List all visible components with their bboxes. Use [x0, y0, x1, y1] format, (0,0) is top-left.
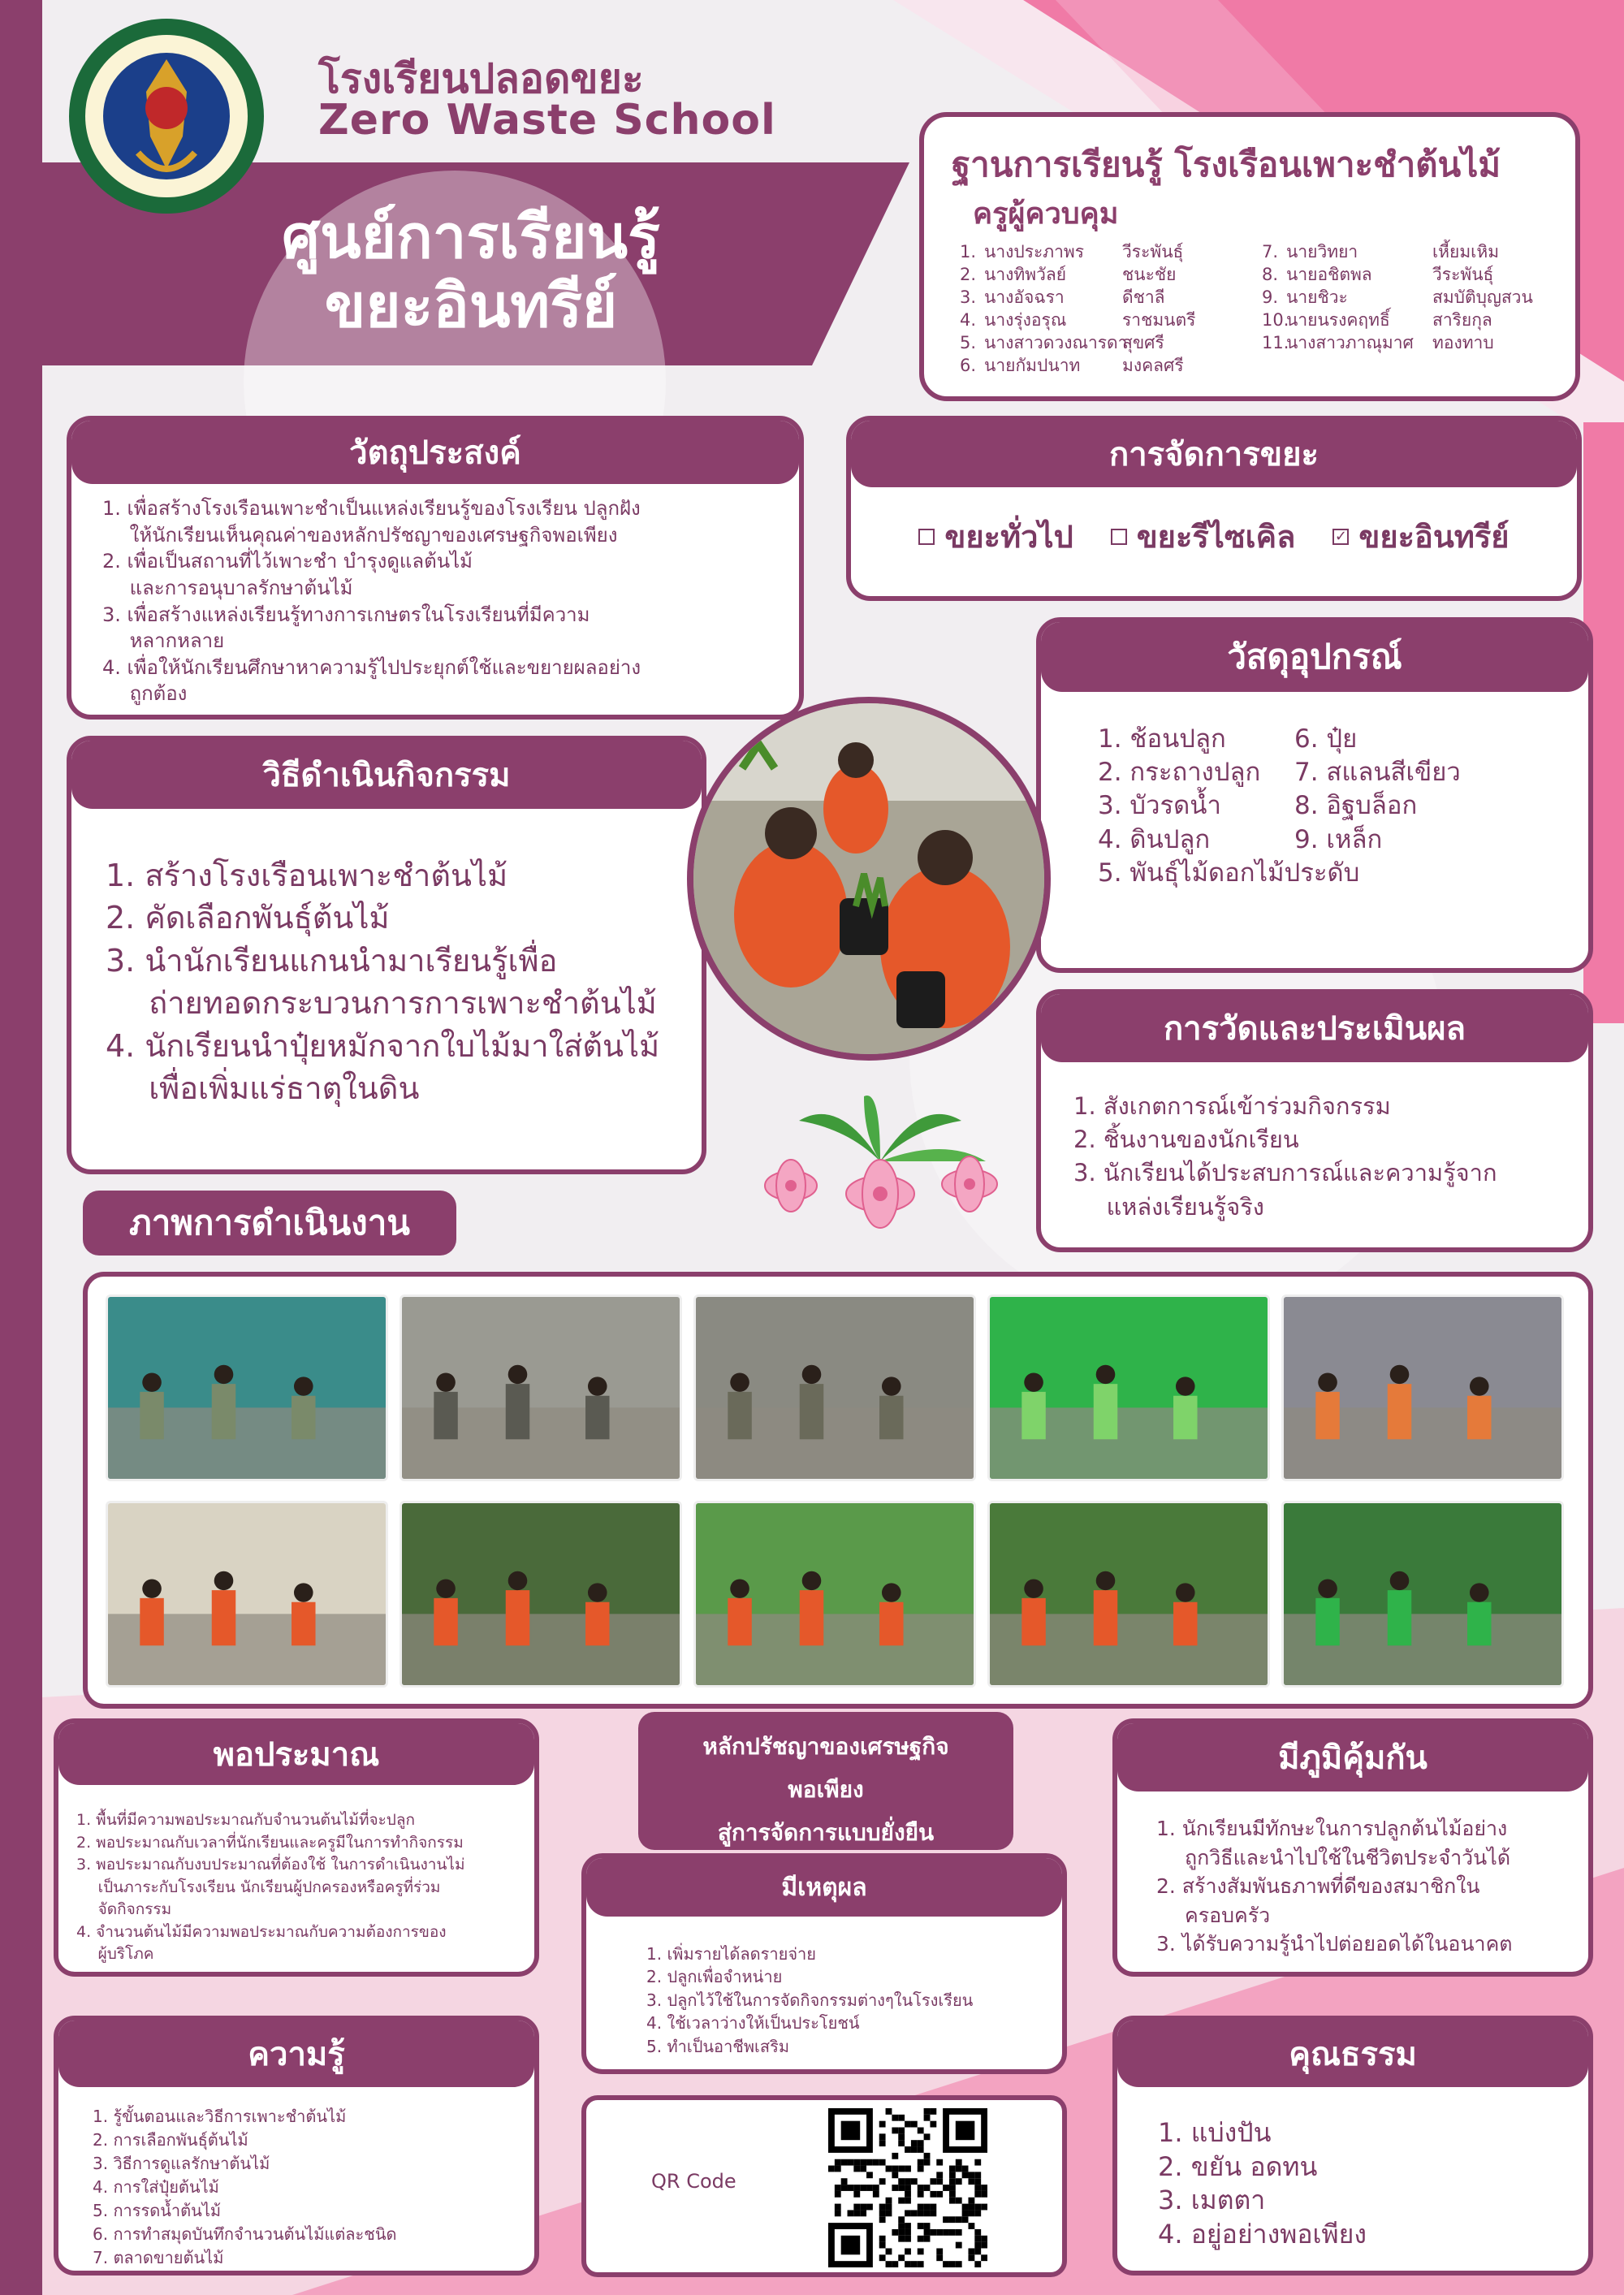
teacher-last-name: สมบัติบุญสวน — [1432, 287, 1533, 307]
knowledge-list — [93, 2105, 397, 2270]
teacher-number: 3. — [960, 287, 977, 307]
immunity-item: ครอบครัว — [1185, 1903, 1271, 1927]
philosophy-line3: สู่การจัดการแบบยั่งยืน — [717, 1819, 935, 1847]
station-title: ฐานการเรียนรู้ โรงเรือนเพาะชำต้นไม้ — [952, 145, 1501, 184]
teacher-first-name: นางทิพวัลย์ — [984, 265, 1067, 284]
teacher-last-name: ชนะชัย — [1122, 265, 1177, 284]
objective-item: หลากหลาย — [129, 629, 225, 653]
moderation-item: 1. พื้นที่มีความพอประมาณกับจำนวนต้นไม้ที่จะปลูก — [76, 1811, 416, 1829]
procedure-step: 4. นักเรียนนำปุ๋ยหมักจากใบไม้มาใส่ต้นไม้ — [106, 1027, 660, 1064]
reason-item: 1. เพิ่มรายได้ลดรายจ่าย — [646, 1944, 816, 1964]
procedure-step: 2. คัดเลือกพันธุ์ต้นไม้ — [106, 900, 390, 936]
teacher-first-name: นางสาวภาณุมาศ — [1286, 333, 1414, 352]
philosophy-line1: หลักปรัชญาของเศรษฐกิจ — [702, 1733, 949, 1760]
procedure-step: ถ่ายทอดกระบวนการการเพาะชำต้นไม้ — [149, 985, 657, 1022]
virtue-card — [1112, 2016, 1593, 2276]
teacher-first-name: นางสาวดวงณารดา — [984, 333, 1128, 352]
teacher-first-name: นางรุ่งอรุณ — [984, 310, 1067, 330]
waste-option-label: ขยะอินทรีย์ — [1358, 519, 1510, 555]
teacher-number: 2. — [960, 265, 977, 284]
waste-option-label: ขยะทั่วไป — [944, 519, 1073, 555]
material-item: 2. กระถางปลูก — [1098, 758, 1261, 788]
school-logo — [65, 15, 268, 218]
material-item: 9. เหล็ก — [1294, 824, 1383, 854]
gallery-photo — [400, 1501, 682, 1688]
moderation-list — [76, 1809, 465, 1966]
teacher-last-name: สุขศรี — [1122, 333, 1164, 352]
reason-item: 5. ทำเป็นอาชีพเสริม — [646, 2036, 790, 2056]
immunity-item: 1. นักเรียนมีทักษะในการปลูกต้นไม้อย่าง — [1156, 1817, 1508, 1840]
evaluation-item: 3. นักเรียนได้ประสบการณ์และความรู้จาก — [1073, 1159, 1497, 1187]
moderation-item: จัดกิจกรรม — [97, 1900, 172, 1919]
teacher-list — [960, 239, 1561, 385]
teacher-number: 1. — [960, 242, 977, 261]
reasonable-title: มีเหตุผล — [586, 1858, 1062, 1917]
virtue-list — [1158, 2116, 1367, 2251]
material-item: 5. พันธุ์ไม้ดอกไม้ประดับ — [1098, 858, 1360, 888]
teacher-number: 4. — [960, 310, 977, 330]
waste-option-label: ขยะรีไซเคิล — [1136, 519, 1296, 555]
teacher-first-name: นางประภาพร — [984, 242, 1085, 261]
teacher-number: 10. — [1262, 310, 1289, 330]
waste-option — [1332, 512, 1509, 561]
empty-box-icon — [918, 529, 935, 545]
teacher-last-name: ราชมนตรี — [1122, 310, 1196, 330]
gallery-photo — [106, 1294, 388, 1481]
moderation-title: พอประมาณ — [58, 1723, 534, 1785]
empty-box-icon — [1111, 529, 1127, 545]
school-name-th: โรงเรียนปลอดขยะ — [318, 55, 644, 102]
knowledge-item: 3. วิธีการดูแลรักษาต้นไม้ — [93, 2154, 270, 2173]
evaluation-item: แหล่งเรียนรู้จริง — [1106, 1192, 1264, 1221]
gallery-photo — [987, 1294, 1270, 1481]
teacher-number: 6. — [960, 356, 977, 375]
objectives-card — [67, 416, 804, 720]
objectives-title: วัตถุประสงค์ — [71, 421, 799, 484]
teacher-last-name: สาริยกุล — [1432, 310, 1492, 330]
materials-card — [1036, 617, 1593, 973]
reasonable-card — [581, 1853, 1067, 2074]
knowledge-item: 2. การเลือกพันธุ์ต้นไม้ — [93, 2130, 248, 2150]
material-item: 6. ปุ๋ย — [1294, 724, 1358, 754]
knowledge-item: 7. ตลาดขายต้นไม้ — [93, 2248, 224, 2267]
material-item: 8. อิฐบล็อก — [1294, 791, 1418, 821]
moderation-item: เป็นภาระกับโรงเรียน นักเรียนผู้ปกครองหรือครูที่ร่วม — [97, 1878, 441, 1896]
teacher-number: 9. — [1262, 287, 1279, 307]
knowledge-item: 1. รู้ขั้นตอนและวิธีการเพาะชำต้นไม้ — [93, 2107, 347, 2126]
virtue-title: คุณธรรม — [1117, 2021, 1588, 2087]
objectives-list — [102, 495, 641, 707]
teacher-number: 8. — [1262, 265, 1279, 284]
reason-item: 4. ใช้เวลาว่างให้เป็นประโยชน์ — [646, 2013, 860, 2034]
teacher-item — [960, 352, 1184, 379]
gallery-photo — [987, 1501, 1270, 1688]
material-item: 1. ช้อนปลูก — [1098, 724, 1226, 754]
procedure-step: เพื่อเพิ่มแร่ธาตุในดิน — [149, 1070, 420, 1107]
knowledge-item: 4. การใส่ปุ๋ยต้นไม้ — [93, 2177, 219, 2197]
gallery-photo — [106, 1501, 388, 1688]
qr-card — [581, 2095, 1067, 2277]
checked-box-icon: ✓ — [1332, 529, 1349, 545]
gallery-photo — [1281, 1501, 1564, 1688]
moderation-item: ผู้บริโภค — [97, 1945, 154, 1964]
evaluation-list — [1073, 1090, 1497, 1224]
virtue-item: 4. อยู่อย่างพอเพียง — [1158, 2218, 1367, 2250]
objective-item: 3. เพื่อสร้างแหล่งเรียนรู้ทางการเกษตรในโรงเรียนที่มีความ — [102, 603, 590, 626]
station-subtitle: ครูผู้ควบคุม — [973, 197, 1119, 231]
moderation-card — [54, 1718, 539, 1977]
materials-col2 — [1294, 723, 1461, 857]
objective-item: ให้นักเรียนเห็นคุณค่าของหลักปรัชญาของเศรษฐกิจพอเพียง — [129, 523, 618, 547]
center-title — [162, 203, 780, 341]
center-title-line2: ขยะอินทรีย์ — [324, 271, 618, 342]
teacher-first-name: นางอัจฉรา — [984, 287, 1065, 307]
gallery-title: ภาพการดำเนินงาน — [83, 1191, 456, 1256]
teacher-last-name: เหี้ยมเหิม — [1432, 242, 1500, 261]
waste-options — [851, 512, 1577, 561]
waste-option — [918, 512, 1073, 561]
objective-item: 1. เพื่อสร้างโรงเรือนเพาะชำเป็นแหล่งเรียนรู้ของโรงเรียน ปลูกฝัง — [102, 497, 641, 520]
procedure-card — [67, 736, 706, 1174]
teacher-last-name: วีระพันธุ์ — [1432, 265, 1494, 284]
gallery-grid — [106, 1294, 1570, 1692]
qr-code-image[interactable] — [828, 2108, 987, 2267]
gallery-photo — [693, 1501, 976, 1688]
objective-item: และการอนุบาลรักษาต้นไม้ — [129, 576, 353, 599]
reasonable-list — [646, 1943, 973, 2058]
objective-item: 2. เพื่อเป็นสถานที่ไว้เพาะชำ บำรุงดูแลต้นไม้ — [102, 550, 473, 573]
objective-item: 4. เพื่อให้นักเรียนศึกษาหาความรู้ไปประยุกต์ใช้และขยายผลอย่าง — [102, 655, 641, 679]
virtue-item: 1. แบ่งปัน — [1158, 2117, 1272, 2148]
evaluation-card — [1036, 989, 1593, 1252]
virtue-item: 3. เมตตา — [1158, 2185, 1266, 2216]
moderation-item: 2. พอประมาณกับเวลาที่นักเรียนและครูมีในการทำกิจกรรม — [76, 1833, 464, 1852]
teacher-last-name: มงคลศรี — [1122, 356, 1184, 375]
knowledge-card — [54, 2016, 539, 2276]
procedure-step: 1. สร้างโรงเรือนเพาะชำต้นไม้ — [106, 858, 508, 893]
immunity-card — [1112, 1718, 1593, 1977]
gallery-photo — [400, 1294, 682, 1481]
philosophy-box — [638, 1712, 1013, 1850]
immunity-item: 3. ได้รับความรู้นำไปต่อยอดได้ในอนาคต — [1156, 1932, 1513, 1956]
teacher-first-name: นายวิทยา — [1286, 242, 1358, 261]
teacher-first-name: นายนรงคฤทธิ์ — [1286, 310, 1390, 330]
activity-circle-photo — [687, 697, 1051, 1061]
teacher-last-name: ทองทาบ — [1432, 333, 1494, 352]
material-item: 7. สแลนสีเขียว — [1294, 758, 1461, 788]
evaluation-item: 2. ชิ้นงานของนักเรียน — [1073, 1126, 1299, 1154]
philosophy-line2: พอเพียง — [788, 1776, 864, 1804]
teacher-last-name: วีระพันธุ์ — [1122, 242, 1184, 261]
gallery-photo — [1281, 1294, 1564, 1481]
teacher-number: 5. — [960, 333, 977, 352]
knowledge-item: 5. การรดน้ำต้นไม้ — [93, 2201, 222, 2220]
material-item: 3. บัวรดน้ำ — [1098, 791, 1221, 821]
moderation-item: 4. จำนวนต้นไม้มีความพอประมาณกับความต้องการของ — [76, 1922, 447, 1941]
reason-item: 2. ปลูกเพื่อจำหน่าย — [646, 1967, 783, 1987]
knowledge-item: 6. การทำสมุดบันทึกจำนวนต้นไม้แต่ละชนิด — [93, 2224, 397, 2244]
virtue-item: 2. ขยัน อดทน — [1158, 2150, 1318, 2182]
waste-option — [1111, 512, 1296, 561]
waste-title: การจัดการขยะ — [851, 421, 1577, 487]
immunity-item: ถูกวิธีและนำไปใช้ในชีวิตประจำวันได้ — [1185, 1845, 1511, 1869]
procedure-step: 3. นำนักเรียนแกนนำมาเรียนรู้เพื่อ — [106, 942, 558, 979]
waste-card — [846, 416, 1582, 601]
materials-title: วัสดุอุปกรณ์ — [1041, 622, 1588, 692]
teacher-number: 7. — [1262, 242, 1279, 261]
procedure-title: วิธีดำเนินกิจกรรม — [71, 741, 702, 809]
procedure-list — [106, 854, 659, 1110]
objective-item: ถูกต้อง — [129, 682, 188, 706]
flower-decoration — [742, 1088, 1018, 1233]
immunity-item: 2. สร้างสัมพันธภาพที่ดีของสมาชิกใน — [1156, 1874, 1480, 1898]
station-card — [919, 112, 1580, 401]
teacher-first-name: นายชิวะ — [1286, 287, 1348, 307]
teacher-last-name: ดีชาลี — [1122, 287, 1165, 307]
evaluation-title: การวัดและประเมินผล — [1041, 994, 1588, 1062]
teacher-item — [1262, 330, 1494, 357]
teacher-number: 11. — [1262, 333, 1289, 352]
reason-item: 3. ปลูกไว้ใช้ในการจัดกิจกรรมต่างๆในโรงเรียน — [646, 1990, 974, 2010]
gallery-card — [83, 1272, 1593, 1709]
material-item: 4. ดินปลูก — [1098, 824, 1211, 854]
school-name-en: Zero Waste School — [318, 96, 776, 145]
immunity-list — [1156, 1814, 1513, 1959]
center-title-line1: ศูนย์การเรียนรู้ — [282, 202, 660, 272]
knowledge-title: ความรู้ — [58, 2021, 534, 2087]
qr-label: QR Code — [651, 2170, 736, 2193]
moderation-item: 3. พอประมาณกับงบประมาณที่ต้องใช้ ในการดำเนินงานไม่ — [76, 1856, 465, 1874]
teacher-first-name: นายกัมปนาท — [984, 356, 1081, 375]
immunity-title: มีภูมิคุ้มกัน — [1117, 1723, 1588, 1791]
gallery-photo — [693, 1294, 976, 1481]
evaluation-item: 1. สังเกตการณ์เข้าร่วมกิจกรรม — [1073, 1092, 1391, 1120]
teacher-first-name: นายอชิตพล — [1286, 265, 1372, 284]
